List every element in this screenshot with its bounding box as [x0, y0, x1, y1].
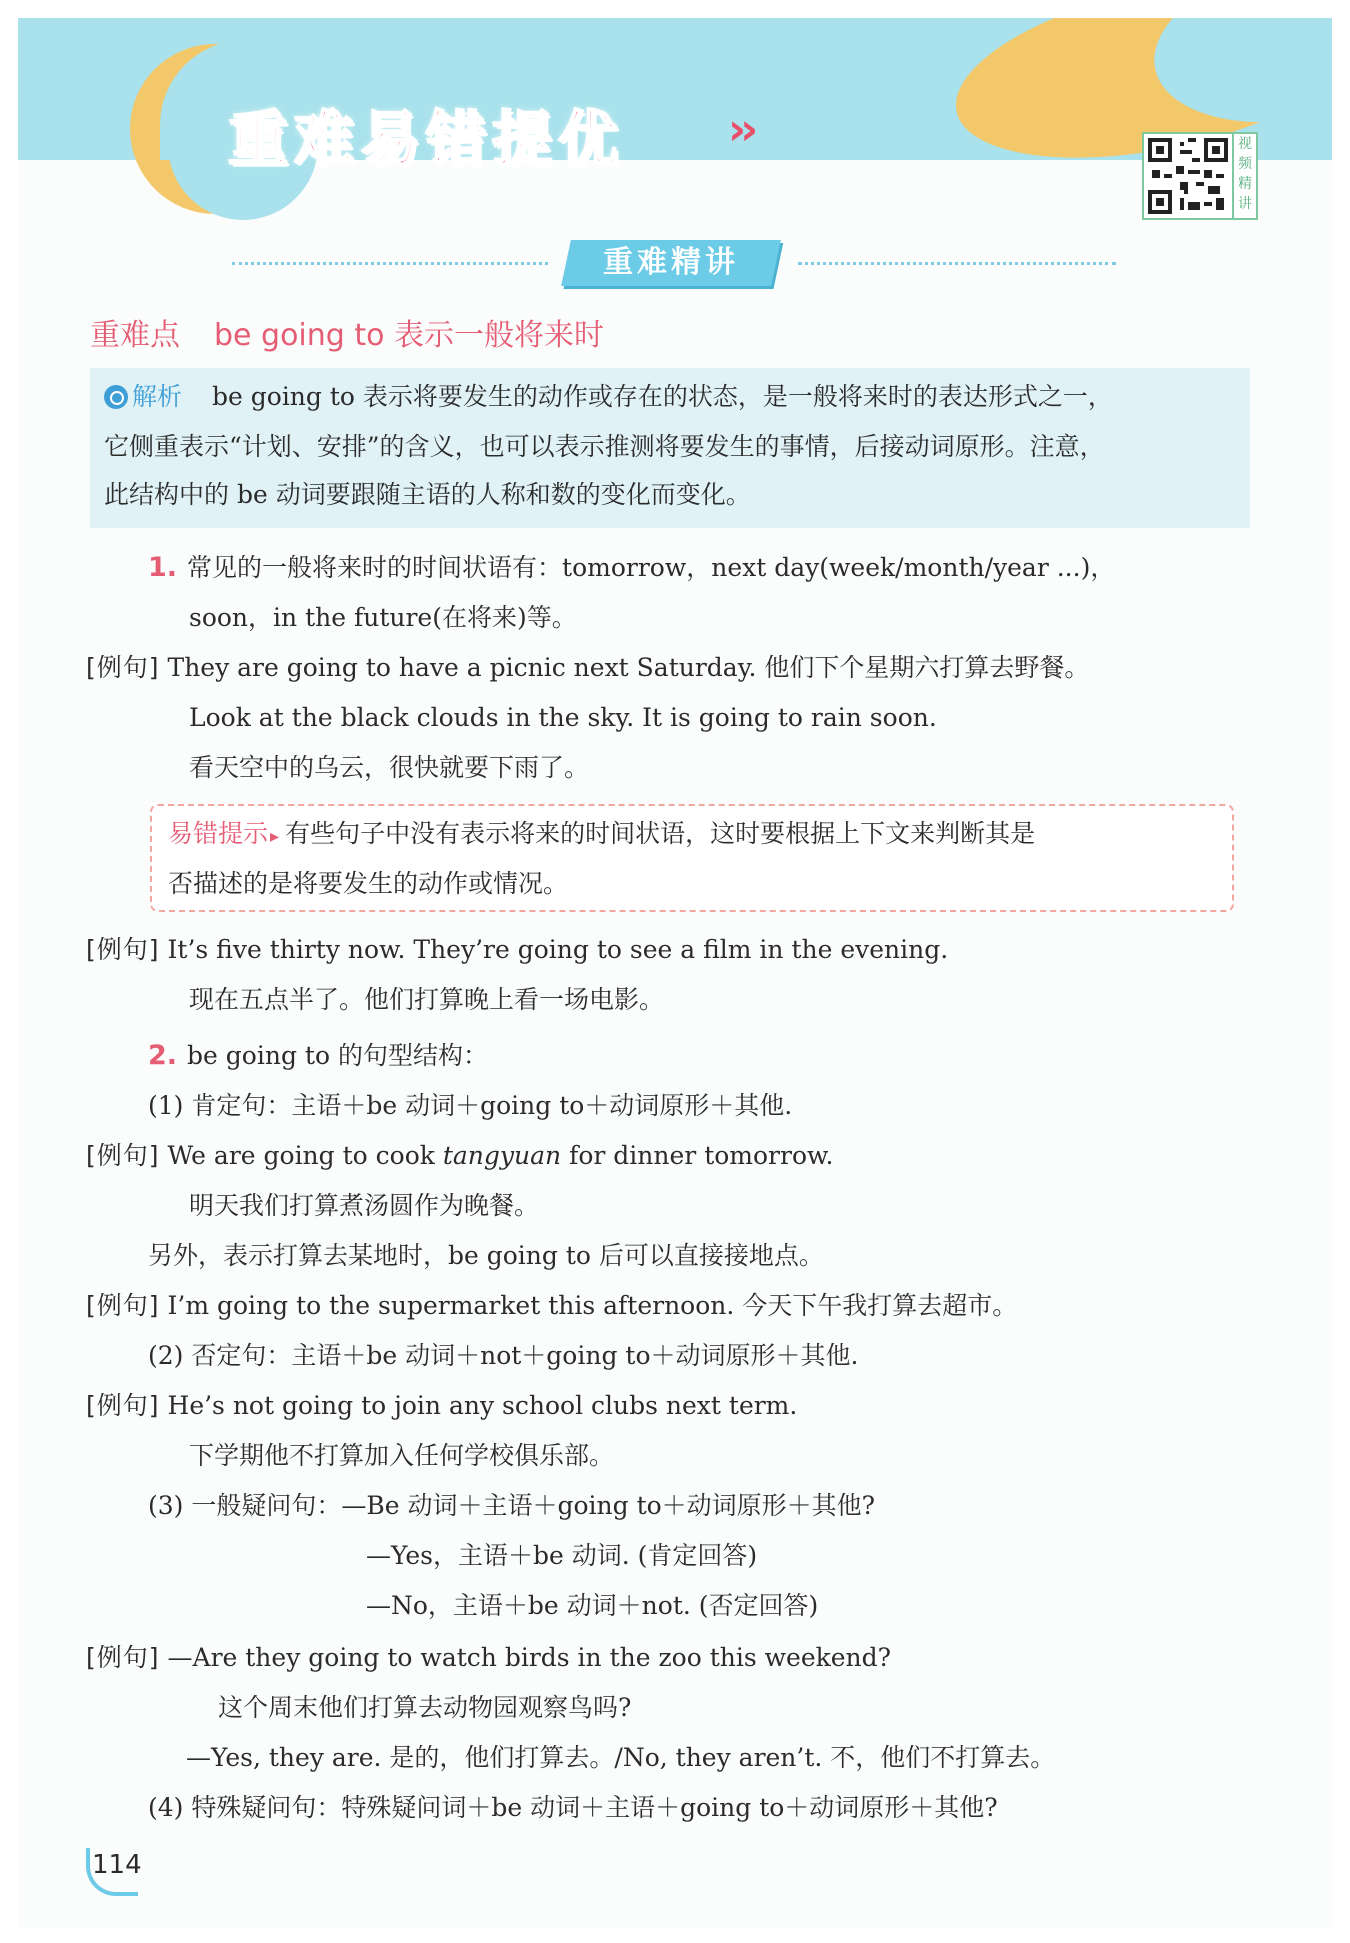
- point-2-line-1: [148, 1040, 488, 1072]
- error-tip-box: [150, 804, 1234, 912]
- example-1-line-1: [86, 652, 1089, 684]
- example-3-line-1: [86, 1140, 833, 1172]
- example-6-text: —Are they going to watch birds in the zoo this weekend?: [167, 1643, 892, 1672]
- structure-3-line-1: (3) 一般疑问句：—Be 动词＋主语＋going to＋动词原形＋其他?: [148, 1491, 876, 1520]
- key-icon: [104, 385, 128, 409]
- example-3-italic: tangyuan: [442, 1141, 562, 1170]
- key-point-label: 重难点: [90, 318, 180, 353]
- point-2-number: 2.: [148, 1040, 178, 1071]
- point-1-text: 常见的一般将来时的时间状语有：tomorrow，next day(week/month/year ...)，: [187, 553, 1116, 582]
- analysis-line-1: [104, 382, 1113, 412]
- example-label: [例句]: [86, 1391, 160, 1420]
- example-5-line-1: [86, 1390, 797, 1422]
- example-2-line-2: 现在五点半了。他们打算晚上看一场电影。: [189, 985, 665, 1014]
- point-1-line-2: soon，in the future(在将来)等。: [189, 603, 577, 632]
- dotted-line-right: [798, 262, 1116, 265]
- structure-4: (4) 特殊疑问句：特殊疑问词＋be 动词＋主语＋going to＋动词原形＋其他?: [148, 1793, 998, 1822]
- analysis-label: 解析: [132, 382, 183, 411]
- title-arrows: ››: [728, 104, 753, 155]
- structure-2: (2) 否定句：主语＋be 动词＋not＋going to＋动词原形＋其他.: [148, 1341, 859, 1370]
- example-3-pre: We are going to cook: [167, 1141, 443, 1170]
- structure-1: (1) 肯定句：主语＋be 动词＋going to＋动词原形＋其他.: [148, 1091, 793, 1120]
- example-3-line-2: 明天我们打算煮汤圆作为晚餐。: [189, 1191, 540, 1220]
- point-1-number: 1.: [148, 552, 178, 583]
- tip-arrow-icon: ▸: [270, 826, 280, 847]
- example-label: [例句]: [86, 1643, 160, 1672]
- example-4-line-1: [86, 1290, 1017, 1322]
- analysis-line-3: 此结构中的 be 动词要跟随主语的人称和数的变化而变化。: [104, 480, 751, 509]
- example-label: [例句]: [86, 1291, 160, 1320]
- dotted-line-left: [232, 262, 548, 265]
- example-1-line-3: 看天空中的乌云，很快就要下雨了。: [189, 753, 590, 782]
- section-tag: 重难精讲: [561, 240, 781, 286]
- example-2-line-1: [86, 934, 948, 966]
- tip-label: 易错提示: [168, 819, 269, 848]
- example-3-post: for dinner tomorrow.: [561, 1141, 834, 1170]
- key-point-title: be going to 表示一般将来时: [214, 318, 605, 353]
- tip-line-2: 否描述的是将要发生的动作或情况。: [168, 869, 569, 898]
- structure-3-line-3: —No，主语＋be 动词＋not. (否定回答): [366, 1591, 819, 1620]
- qr-label: 视频精讲: [1234, 132, 1258, 220]
- analysis-box: [90, 368, 1250, 528]
- example-6-line-1: [86, 1642, 891, 1674]
- analysis-line-2: 它侧重表示“计划、安排”的含义，也可以表示推测将要发生的事情，后接动词原形。注意，: [104, 432, 1105, 461]
- tip-text-1: 有些句子中没有表示将来的时间状语，这时要根据上下文来判断其是: [285, 819, 1036, 848]
- structure-3-line-2: —Yes，主语＋be 动词. (肯定回答): [366, 1541, 758, 1570]
- example-label: [例句]: [86, 653, 160, 682]
- qr-code[interactable]: [1142, 132, 1234, 220]
- key-point-heading: [90, 310, 604, 354]
- example-4-text: I’m going to the supermarket this afternoon. 今天下午我打算去超市。: [167, 1291, 1018, 1320]
- example-6-line-3: —Yes, they are. 是的，他们打算去。/No, they aren’t. 不，他们不打算去。: [186, 1743, 1056, 1772]
- example-5-text: He’s not going to join any school clubs next term.: [167, 1391, 798, 1420]
- example-1-text: They are going to have a picnic next Saturday. 他们下个星期六打算去野餐。: [167, 653, 1090, 682]
- example-6-line-2: 这个周末他们打算去动物园观察鸟吗?: [218, 1693, 632, 1722]
- example-label: [例句]: [86, 1141, 160, 1170]
- page-title: 重难易错提优: [228, 105, 624, 175]
- point-2-text: be going to 的句型结构：: [187, 1041, 488, 1070]
- example-5-line-2: 下学期他不打算加入任何学校俱乐部。: [189, 1441, 615, 1470]
- example-1-line-2: Look at the black clouds in the sky. It is going to rain soon.: [189, 703, 937, 732]
- point-1-line-1: [148, 552, 1115, 584]
- page-number: 114: [92, 1850, 142, 1880]
- example-label: [例句]: [86, 935, 160, 964]
- extra-note: 另外，表示打算去某地时，be going to 后可以直接接地点。: [148, 1241, 824, 1270]
- tip-line-1: [168, 818, 1035, 853]
- analysis-text-1: be going to 表示将要发生的动作或存在的状态，是一般将来时的表达形式之一，: [212, 382, 1113, 411]
- example-2-text: It’s five thirty now. They’re going to see a film in the evening.: [167, 935, 949, 964]
